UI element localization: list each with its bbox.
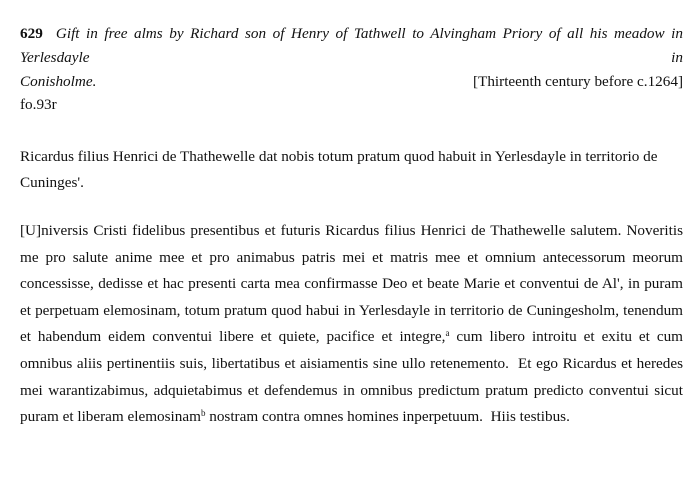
- entry-number: 629: [20, 25, 43, 42]
- summary-end: .: [80, 174, 84, 191]
- entry-title: Gift in free alms by Richard son of Henry of Tathwell to Alvingham Priory of all his meadow in Yerlesdayle in: [20, 25, 683, 66]
- entry-heading-continued: [20, 70, 683, 94]
- charter-text-part2: , in puram et perpetuam elemosinam, totum pratum quod habui in Yerlesdayle in territorio de Cuningesholm, tenendum et habendum eidem conventui libere et quiete, pacifice et integre,: [20, 275, 683, 346]
- charter-text-part3: cum libero introitu et exitu et cum omnibus aliis pertinentiis suis, libertatibus et aisiamentis sine ullo retenemento. Et ego Ricardus et heredes mei warantizabimus, adquietabimus et defendemus in omnibus predictum pratum predicto conventui sicut puram et liberam elemosinam: [20, 328, 684, 426]
- entry-heading: [20, 22, 683, 70]
- footnote-marker-b[interactable]: b: [200, 408, 206, 419]
- entry-title-continued: Conisholme.: [20, 73, 97, 90]
- entry-date: [Thirteenth century before c.1264]: [473, 73, 683, 90]
- charter-text: [U]niversis Cristi fidelibus presentibus et futuris Ricardus filius Henrici de Thathewelle salutem. Noveritis me pro salute anime mee et pro animabus patris mei et matris mee et omnium antecessorum meorum concessisse, dedisse et hac presenti carta mea confirmasse Deo et beate Marie et conventui de Al', in puram et perpetuam elemosinam, totum pratum quod habui in Yerlesdayle in territorio de Cuningesholm, tenendum et habendum eidem conventui libere et quiete, pacifice et integre,$^a$ cum libero introitu et exitu et cum omnibus aliis pertinentiis suis, libertatibus et aisiamentis sine ullo retenemento. Et ego Ricardus et heredes mei warantizabimus, adquietabimus et defendemus in omnibus predictum pratum predicto conventui sicut puram et liberam elemosinam$^b$ nostram contra omnes homines inperpetuum. Hiis testibus.: [20, 222, 684, 426]
- summary-text: Ricardus filius Henrici de Thathewelle dat nobis totum pratum quod habuit in Yerlesdayle in territorio de Cuninges: [20, 148, 658, 191]
- charter-entry: [20, 22, 683, 431]
- cartulary-summary: Ricardus filius Henrici de Thathewelle dat nobis totum pratum quod habuit in Yerlesdayle in territorio de Cuninges'.: [20, 148, 658, 191]
- charter-text-part4: nostram contra omnes homines inperpetuum. Hiis testibus.: [205, 408, 570, 426]
- footnote-marker-a[interactable]: a: [445, 328, 450, 339]
- folio-reference: fo.93r: [20, 96, 57, 113]
- charter-text-part1: [U]niversis Cristi fidelibus presentibus et futuris Ricardus filius Henrici de Thathewelle salutem. Noveritis me pro salute anime mee et pro animabus patris mei et matris mee et omnium antecessorum meorum concessisse, dedisse et hac presenti carta mea confirmasse Deo et beate Marie et conventui de Al: [20, 222, 683, 293]
